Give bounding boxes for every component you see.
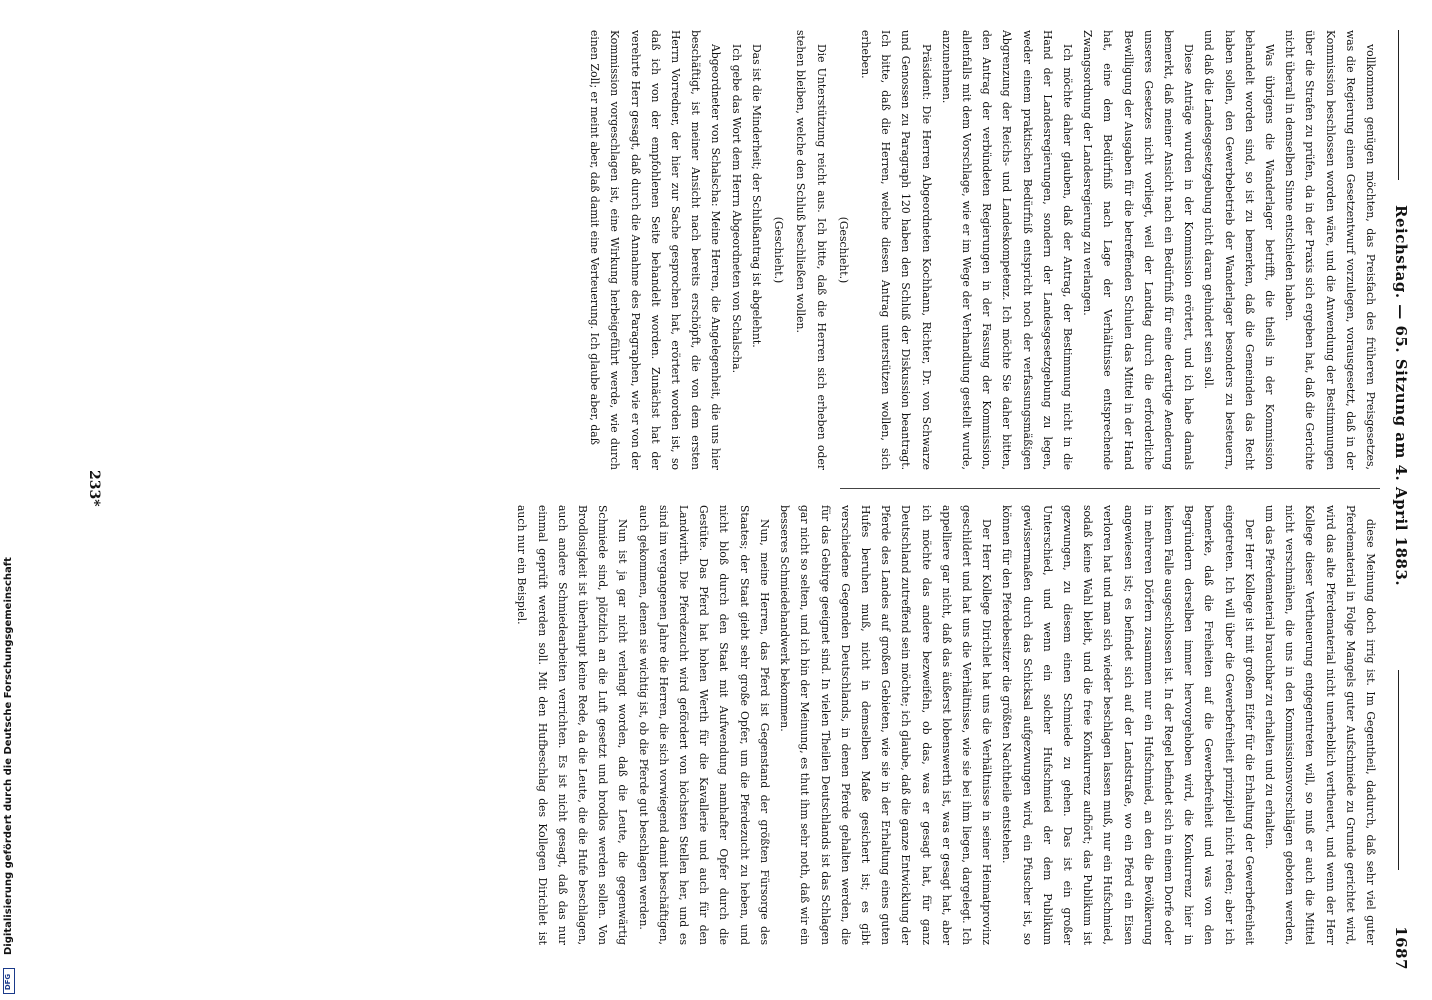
stage-direction: (Geschieht.) xyxy=(772,216,786,284)
page-number: 1687 xyxy=(1392,926,1410,970)
header-rule-right xyxy=(1398,670,1399,870)
stage-direction: (Geschieht.) xyxy=(836,216,850,284)
page-title: Reichstag. — 65. Sitzung am 4. April 1883. xyxy=(1392,205,1410,587)
paragraph: Was übrigens die Wanderlager betrifft, die theils in der Kommission behandelt worden sind, so ist zu bemerken, daß die Gemeinden das Recht haben sollen, den Gewerbebetrieb der Wanderlager besonders zu besteuern, und daß die Landesgesetzgebung nicht daran gehindert sein soll. xyxy=(1202,30,1276,470)
paragraph: Das ist die Minderheit; der Schlußantrag ist abgelehnt. xyxy=(749,44,763,348)
paragraph: Nun, meine Herren, das Pferd ist Gegenstand der größten Fürsorge des Staates; der Staat giebt sehr große Opfer, um die Pferdezucht zu heben, und nicht bloß durch den Staat mit Aufwendung namhafter Opfer durch die Gestüte. Das Pferd hat hohen Werth für die Kavallerie und auch für den Landwirth. Die Pferdezucht wird gefördert von höchsten Stellen her, und es sind im vergangenen Jahre die Herren, die sich vorwiegend damit beschäftigen, auch gekommen, denen sie wichtig ist, ob die Pferde gut beschlagen werden. xyxy=(636,505,771,945)
sponsor-notice: Digitalisierung gefördert durch die Deutsche Forschungsgemeinschaft xyxy=(3,557,14,955)
paragraph: Präsident: Die Herren Abgeordneten Kochhann, Richter, Dr. von Schwarze und Genossen zu Paragraph 120 haben den Schluß der Diskussion beantragt. Ich bitte, daß die Herren, welche diesen Antrag unterstützen wollen, sich erheben. xyxy=(858,30,933,470)
text-column-right xyxy=(515,505,1380,945)
paragraph: Der Herr Kollege ist mit großem Eifer für die Erhaltung der Gewerbefreiheit eingetreten. Ich will über die Gewerbefreiheit prinzipiell nicht reden; aber ich bemerke, daß die Freiheiten auf die Gewerbefreiheit und was von den Begründern derselben immer hervorgehoben wird, die Konkurrenz hier in keinem Falle ausgeschlossen ist. In der Regel befindet sich in einem Dorfe oder in mehreren Dörfern zusammen nur ein Hufschmied, an den die Bevölkerung angewiesen ist; es befindet sich auf der Landstraße, wo ein Pferd ein Eisen verloren hat und man sich wieder beschlagen lassen muß, nur ein Hufschmied, sodaß keine Wahl bleibt, und die freie Konkurrenz aufhört; das Publikum ist gezwungen, zu diesem einen Schmiede zu gehen. Das ist ein großer Unterschied, und wenn ein solcher Hufschmied der dem Publikum gewissermaßen durch das Schicksal aufgezwungen wird, ein Pfuscher ist, so können für den Pferdebesitzer die größten Nachtheile entstehen. xyxy=(1000,505,1256,945)
paragraph: Diese Anträge wurden in der Kommission erörtert, und ich habe damals bemerkt, daß meiner Ansicht nach ein Bedürfniß für eine derartige Aenderung unseres Gesetzes nicht vorliegt, weil der Landtag durch die erforderliche Bewilligung der Ausgaben für die betreffenden Schulen das Mittel in der Hand hat, eine dem Bedürfniß nach Lage der Verhältnisse entsprechende Zwangsordnung der Landesregierung zu verlangen. xyxy=(1081,30,1196,470)
paragraph: diese Meinung doch irrig ist. Im Gegentheil, dadurch, daß sehr viel guter Pferdematerial in Folge Mangels guter Aufschmiede zu Grunde gerichtet wird, wird das alte Pferdematerial nicht unerheblich vertheuert, und wenn der Herr Kollege dieser Vertheuerung entgegentreten will, so muß er auch die Mittel nicht verschmähen, die uns in den Kommissionsvorschlägen geboten werden, um das Pferdematerial brauchbar zu erhalten und zu erhalten. xyxy=(1262,505,1377,945)
page-header xyxy=(1388,30,1410,970)
paragraph: Ich gebe das Wort dem Herrn Abgeordneten von Schalscha. xyxy=(729,44,743,374)
paragraph: vollkommen genügen möchten, das Preisfach des früheren Preisgesetzes, was die Regierung einen Gesetzentwurf vorzulegen, vorausgesetzt, daß in der Kommission beschlossen worden wäre, und die Anwendung der Bestimmungen über die Strafen zu prüfen, da in der Praxis sich ergeben hat, daß die Gerichte nicht überall in demselben Sinne entschieden haben. xyxy=(1283,30,1377,470)
paragraph: Abgeordneter von Schalscha: Meine Herren, die Angelegenheit, die uns hier beschäftigt, ist meiner Ansicht nach bereits erschöpft, die von dem ersten Herrn Vorredner, der hier zur Sache gesprochen hat, erörtert worden ist, so daß ich von der empfohlenen Seite behandelt worden. Zunächst hat der verehrte Herr gesagt, daß durch die Annahme des Paragraphen, wie er von der Kommission vorgeschlagen ist, eine Wirkung herbeigeführt werde, wie durch einen Zoll; er meint aber, daß damit eine Verteuerung. Ich glaube aber, daß xyxy=(588,30,723,470)
column-divider xyxy=(840,488,1380,489)
paragraph: Nun ist ja gar nicht verlangt worden, daß die Leute, die gegenwärtig Schmiede sind, plötzlich an die Luft gesetzt und brodlos werden sollen. Von Brodlosigkeit ist überhaupt keine Rede, da die Leute, die die Hufe beschlagen, auch andere Schmiedearbeiten verrichten. Es ist nicht gesagt, daß das nur einmal geprüft werden soll. Mit den Hufbeschlag des Kollegen Dirichlet ist auch nur ein Beispiel. xyxy=(515,505,630,945)
paragraph: Der Herr Kollege Dirichlet hat uns die Verhältnisse in seiner Heimatprovinz geschildert und hat uns die Verhältnisse, wie sie bei ihm liegen, dargelegt. Ich appelliere gar nicht, daß das äußerst lobenswerth ist, was er gesagt hat, aber ich möchte das andere bezweifeln, ob das, was er gesagt hat, für ganz Deutschland zutreffend sein möchte; ich glaube, daß die ganze Entwicklung der Pferde des Landes auf großen Gebieten, wie sie in der Erhaltung eines guten Hufes beruhen muß, nicht in demselben Maße gesichert ist; es gibt verschiedene Gegenden Deutschlands, in denen Pferde gehalten werden, die für das Gebirge geeignet sind. In vielen Theilen Deutschlands ist das Schlagen gar nicht so selten, und ich bin der Meinung, es thut ihm sehr noth, daß wir ein besseres Schmiedehandwerk bekommen. xyxy=(778,505,994,945)
text-column-left xyxy=(588,30,1380,470)
signature-mark: 233* xyxy=(86,470,102,507)
paragraph: Die Unterstützung reicht aus. Ich bitte, daß die Herren sich erheben oder stehen bleiben, welche den Schluß beschließen wollen. xyxy=(794,30,828,470)
dfg-logo: DFG xyxy=(3,968,15,994)
paragraph: Ich möchte daher glauben, daß der Antrag, der Bestimmung nicht in die Hand der Landesregierungen, sondern der Landesgesetzgebung zu legen, weder einem praktischen Bedürfniß entspricht noch der verfassungsmäßigen Abgrenzung der Reichs- und Landeskompetenz. Ich möchte Sie daher bitten, den Antrag der verbündeten Regierungen in der Fassung der Kommission, allenfalls mit dem Vorschlage, wie er im Wege der Verhandlung gestellt wurde, anzunehmen. xyxy=(939,30,1074,470)
header-rule-left xyxy=(1398,30,1399,180)
